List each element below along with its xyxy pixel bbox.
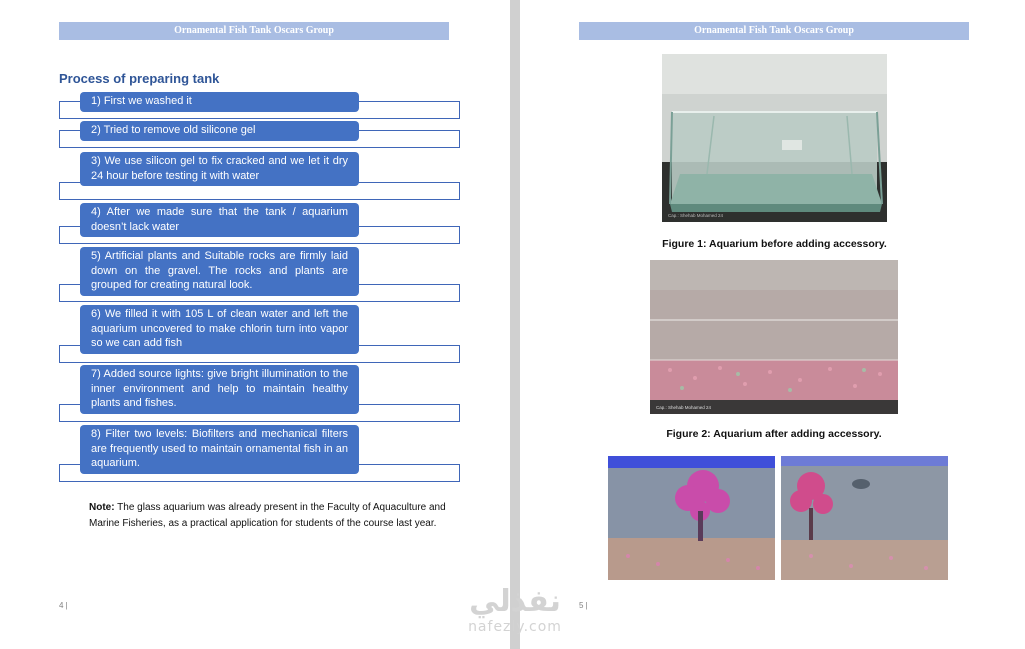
step-text: 5) Artificial plants and Suitable rocks are firmly laid down on the gravel. The rocks and plants are grouped for creating natural look. (80, 247, 359, 296)
step-text: 2) Tried to remove old silicone gel (80, 121, 359, 141)
watermark-logo (450, 585, 580, 635)
step-item (59, 121, 460, 152)
section-title: Process of preparing tank (59, 71, 220, 86)
figure2-photo (650, 260, 898, 414)
step-text: 4) After we made sure that the tank / aquarium doesn’t lack water (80, 203, 359, 237)
step-text: 1) First we washed it (80, 92, 359, 112)
figure2-caption: Figure 2: Aquarium after adding accessory. (666, 428, 882, 440)
step-text: 8) Filter two levels: Biofilters and mechanical filters are frequently used to maintain ornamental fish in an aquarium. (80, 425, 359, 474)
page-number: 4 | (59, 601, 68, 610)
running-header: Ornamental Fish Tank Oscars Group (59, 22, 449, 40)
note-paragraph (89, 500, 451, 531)
photo-credit: Cap.: Shehab Mohamed 24 (668, 213, 724, 218)
photo-credit: Cap.: Shehab Mohamed 24 (656, 405, 712, 410)
figure1-photo (662, 54, 887, 222)
watermark-arabic: نفذلي (469, 584, 561, 619)
step-item (59, 247, 460, 305)
step-item (59, 425, 460, 481)
page-4 (0, 0, 510, 649)
page-gutter (510, 0, 520, 649)
step-item (59, 365, 460, 425)
lit-tank-illustration (608, 456, 775, 580)
step-text: 7) Added source lights: give bright illumination to the inner environment and help to maintain healthy plants and fishes. (80, 365, 359, 414)
page-number: 5 | (579, 601, 588, 610)
step-text: 3) We use silicon gel to fix cracked and we let it dry 24 hour before testing it with water (80, 152, 359, 186)
step-text: 6) We filled it with 105 L of clean water and left the aquarium uncovered to make chlorin turn into vapor so we can add fish (80, 305, 359, 354)
step-item (59, 92, 460, 121)
running-header: Ornamental Fish Tank Oscars Group (579, 22, 969, 40)
lit-tank-fish-illustration (781, 456, 948, 580)
gravel-tank-illustration (650, 260, 898, 414)
figure3-photo-left (608, 456, 775, 580)
watermark-latin: nafezly.com (468, 619, 562, 635)
note-label: Note: (89, 502, 115, 513)
step-item (59, 305, 460, 365)
note-text: The glass aquarium was already present in the Faculty of Aquaculture and Marine Fisheries, as a practical application for students of the course last year. (89, 502, 446, 529)
step-item (59, 152, 460, 203)
empty-tank-illustration (662, 54, 887, 222)
page-5 (520, 0, 1025, 649)
step-item (59, 203, 460, 247)
process-steps-list (59, 92, 460, 481)
figure3-photo-right (781, 456, 948, 580)
figure1-caption: Figure 1: Aquarium before adding accessory. (662, 238, 887, 250)
